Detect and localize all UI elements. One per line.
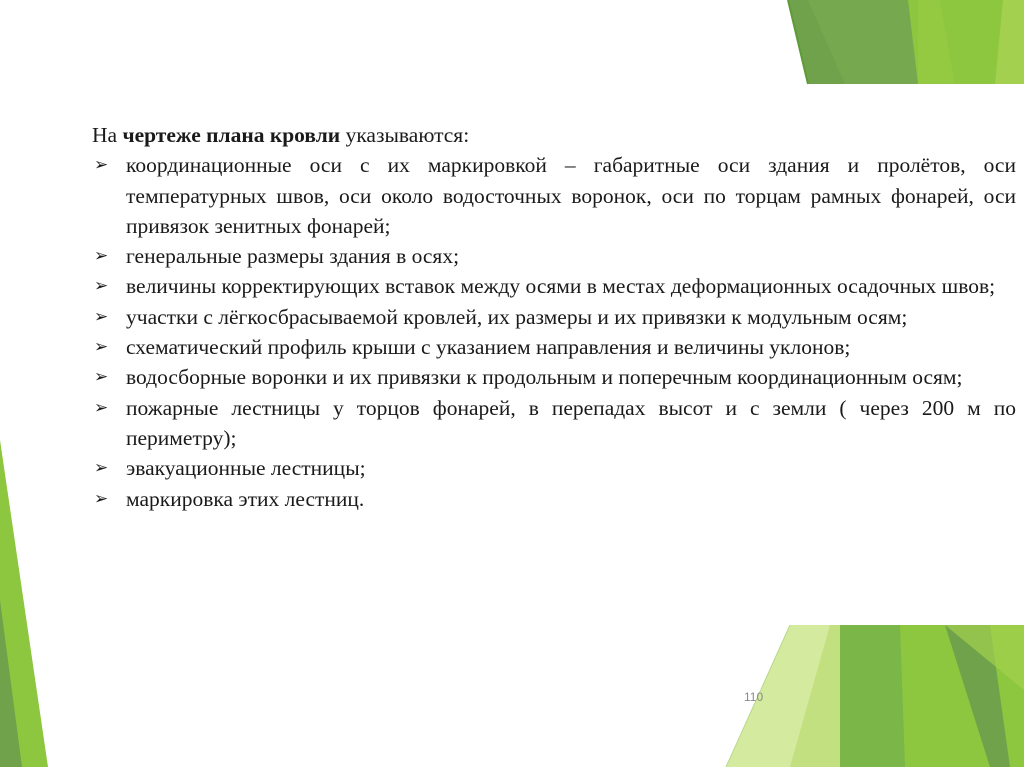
arrow-bullet-icon: ➢ (94, 367, 109, 388)
bullet-list (92, 150, 1016, 514)
list-item-text: эвакуационные лестницы; (126, 456, 366, 481)
list-item (92, 302, 1016, 332)
arrow-bullet-icon: ➢ (94, 458, 109, 479)
arrow-bullet-icon: ➢ (94, 155, 109, 176)
list-item (92, 362, 1016, 392)
left-green-shapes (0, 440, 48, 767)
arrow-bullet-icon: ➢ (94, 306, 109, 327)
bottom-right-green-shapes (726, 625, 1024, 767)
arrow-bullet-icon: ➢ (94, 488, 109, 509)
list-item (92, 332, 1016, 362)
list-item-text: величины корректирующих вставок между осями в местах деформационных осадочных швов; (126, 274, 996, 299)
arrow-bullet-icon: ➢ (94, 397, 109, 418)
list-item-text: участки с лёгкосбрасываемой кровлей, их размеры и их привязки к модульным осям; (126, 304, 908, 329)
arrow-bullet-icon: ➢ (94, 276, 109, 297)
list-item-text: пожарные лестницы у торцов фонарей, в перепадах высот и с земли ( через 200 м по периметру); (126, 395, 1016, 450)
arrow-bullet-icon: ➢ (94, 246, 109, 267)
list-item-text: генеральные размеры здания в осях; (126, 244, 460, 269)
list-item (92, 484, 1016, 514)
intro-suffix: указываются: (340, 123, 470, 147)
list-item (92, 271, 1016, 301)
list-item (92, 150, 1016, 241)
page-number: 110 (744, 690, 764, 704)
intro-line (92, 120, 1016, 150)
intro-prefix: На (92, 123, 123, 147)
top-right-green-shapes (788, 0, 1024, 84)
list-item-text: координационные оси с их маркировкой – габаритные оси здания и пролётов, оси температурных швов, оси около водосточных воронок, оси по торцам рамных фонарей, оси привязок зенитных фонарей; (126, 153, 1016, 238)
list-item-text: маркировка этих лестниц. (126, 486, 365, 511)
list-item (92, 241, 1016, 271)
list-item (92, 453, 1016, 483)
intro-bold-term: чертеже плана кровли (122, 123, 341, 147)
list-item-text: схематический профиль крыши с указанием направления и величины уклонов; (126, 335, 851, 360)
list-item (92, 393, 1016, 454)
slide-body (92, 120, 1016, 514)
list-item-text: водосборные воронки и их привязки к продольным и поперечным координационным осям; (126, 365, 963, 390)
arrow-bullet-icon: ➢ (94, 337, 109, 358)
